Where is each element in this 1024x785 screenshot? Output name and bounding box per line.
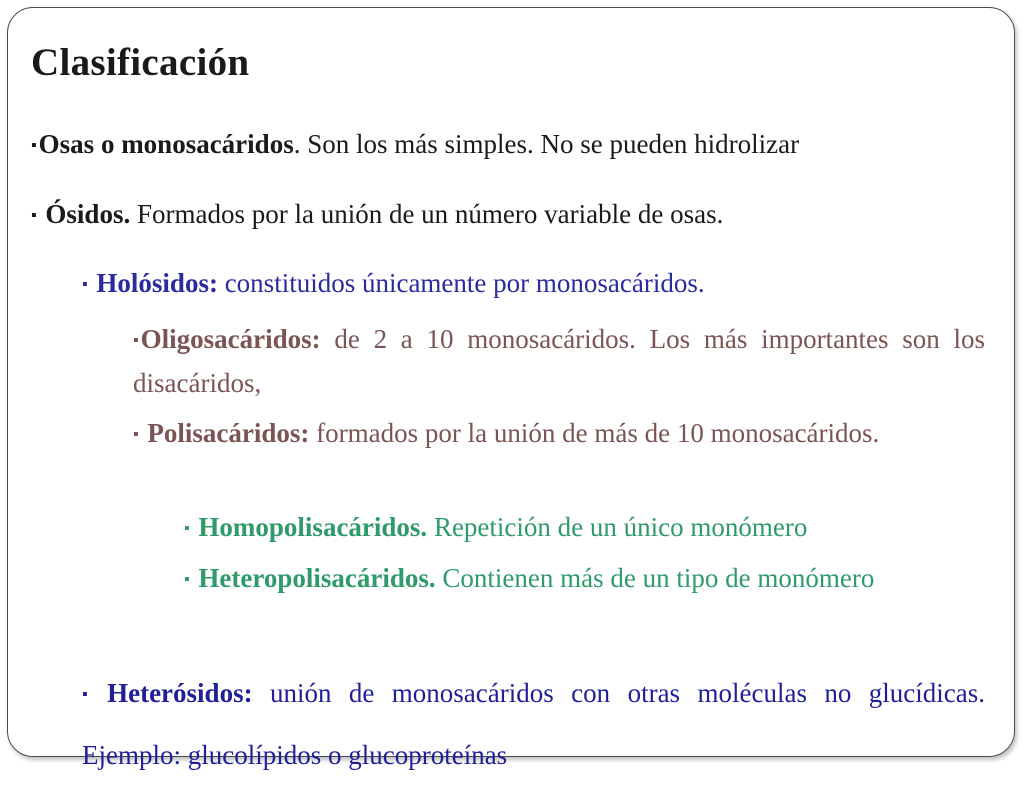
item-polisacaridos bbox=[133, 412, 985, 456]
item-osas bbox=[31, 123, 799, 167]
item-homopolisacaridos bbox=[184, 506, 807, 550]
desc-polisacaridos: formados por la unión de más de 10 monosacáridos. bbox=[309, 418, 880, 448]
term-homopolisacaridos: Homopolisacáridos. bbox=[198, 512, 428, 542]
bullet-icon: ▪ bbox=[31, 207, 37, 224]
item-heteropolisacaridos bbox=[184, 557, 985, 601]
item-oligosacaridos bbox=[133, 318, 985, 404]
bullet-icon: ▪ bbox=[184, 571, 190, 588]
slide-title: Clasificación bbox=[31, 41, 250, 84]
term-heterosidos: Heterósidos: bbox=[107, 678, 253, 708]
desc-homopolisacaridos: Repetición de un único monómero bbox=[427, 512, 808, 542]
item-holosidos bbox=[82, 262, 705, 306]
bullet-icon: ▪ bbox=[82, 686, 88, 703]
term-oligosacaridos: Oligosacáridos: bbox=[140, 324, 321, 354]
term-polisacaridos: Polisacáridos: bbox=[147, 418, 310, 448]
term-osas: Osas o monosacáridos bbox=[38, 129, 294, 159]
item-heterosidos bbox=[82, 663, 985, 785]
desc-holosidos: constituidos únicamente por monosacáridos. bbox=[217, 268, 705, 298]
bullet-icon: ▪ bbox=[133, 426, 139, 443]
desc-osas: . Son los más simples. No se pueden hidrolizar bbox=[293, 129, 800, 159]
desc-osidos: Formados por la unión de un número variable de osas. bbox=[130, 199, 724, 229]
desc-heteropolisacaridos: Contienen más de un tipo de monómero bbox=[435, 563, 875, 593]
desc-oligosacaridos: de 2 a 10 monosacáridos. Los más importantes son los disacáridos, bbox=[133, 324, 985, 398]
desc-heterosidos: unión de monosacáridos con otras moléculas no glucídicas. Ejemplo: glucolípidos o glucoproteínas bbox=[82, 678, 986, 770]
bullet-icon: ▪ bbox=[82, 276, 88, 293]
bullet-icon: ▪ bbox=[31, 137, 37, 154]
item-osidos bbox=[31, 193, 723, 237]
bullet-icon: ▪ bbox=[133, 332, 139, 349]
term-osidos: Ósidos. bbox=[45, 199, 131, 229]
term-heteropolisacaridos: Heteropolisacáridos. bbox=[198, 563, 436, 593]
term-holosidos: Holósidos: bbox=[96, 268, 218, 298]
bullet-icon: ▪ bbox=[184, 520, 190, 537]
